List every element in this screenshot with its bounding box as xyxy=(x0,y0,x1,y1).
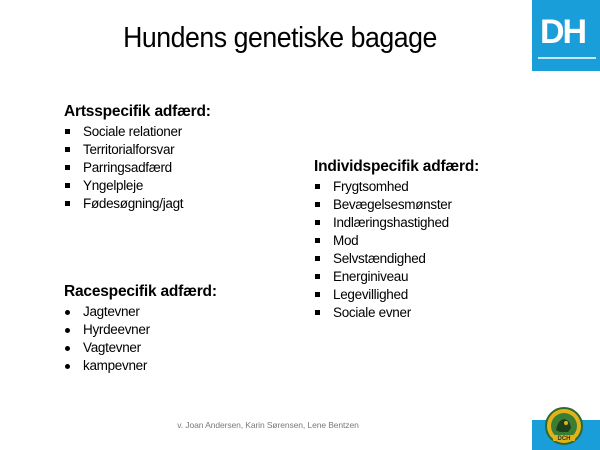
list-item: Selvstændighed xyxy=(314,250,479,268)
list-item: Jagtevner xyxy=(64,303,217,321)
list-item: Frygtsomhed xyxy=(314,178,479,196)
list-item: Yngelpleje xyxy=(64,177,211,195)
list-item: Vagtevner xyxy=(64,339,217,357)
list-item: Sociale relationer xyxy=(64,123,211,141)
slide-title: Hundens genetiske bagage xyxy=(123,22,437,54)
list-item: Parringsadfærd xyxy=(64,159,211,177)
dch-logo-text: DCH xyxy=(557,436,571,442)
section-artsspecifik xyxy=(64,103,211,213)
list-item: kampevner xyxy=(64,357,217,375)
footer-credits-text: v. Joan Andersen, Karin Sørensen, Lene Bentzen xyxy=(177,420,359,430)
list-item: Energiniveau xyxy=(314,268,479,286)
list-item: Fødesøgning/jagt xyxy=(64,195,211,213)
list-item: Bevægelsesmønster xyxy=(314,196,479,214)
list-item: Sociale evner xyxy=(314,304,479,322)
section-racespecifik xyxy=(64,283,217,375)
dh-logo-tagline xyxy=(538,57,596,59)
bullet-list xyxy=(64,123,211,213)
list-item: Hyrdeevner xyxy=(64,321,217,339)
bullet-list xyxy=(314,178,479,322)
section-heading: Artsspecifik adfærd: xyxy=(64,103,211,120)
section-individspecifik xyxy=(314,158,479,322)
list-item: Indlæringshastighed xyxy=(314,214,479,232)
footer-credits xyxy=(0,420,600,430)
section-heading: Individspecifik adfærd: xyxy=(314,158,480,175)
dh-logo-text: DH xyxy=(540,13,586,51)
list-item: Mod xyxy=(314,232,479,250)
dh-logo xyxy=(532,0,600,71)
section-heading: Racespecifik adfærd: xyxy=(64,283,217,300)
list-item: Legevillighed xyxy=(314,286,479,304)
bullet-list xyxy=(64,303,217,375)
list-item: Territorialforsvar xyxy=(64,141,211,159)
